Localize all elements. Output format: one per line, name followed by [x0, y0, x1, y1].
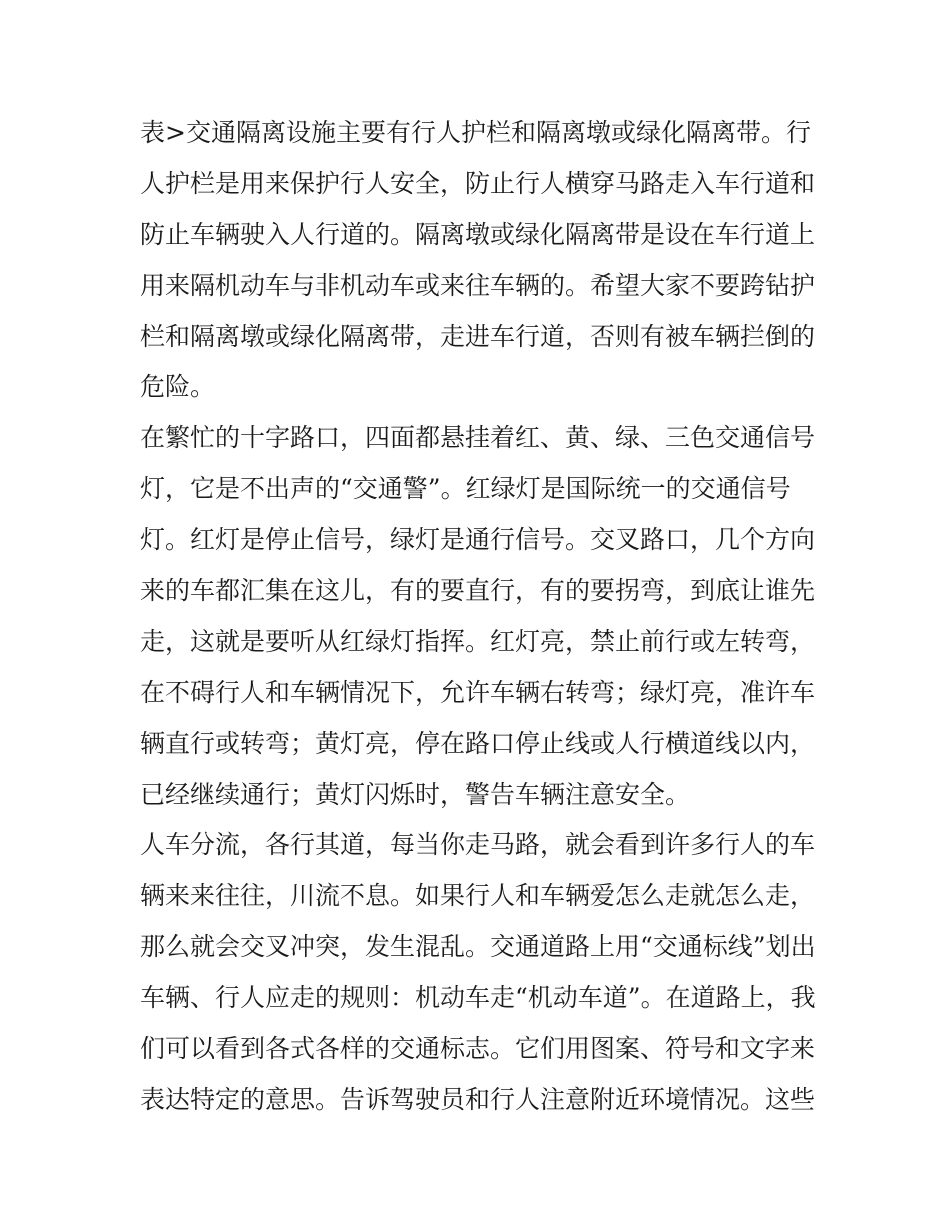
text-line: 危险。: [140, 372, 216, 402]
text-line: 辆直行或转弯；黄灯亮，停在路口停止线或人行横道线以内，: [140, 728, 816, 758]
text-line: 防止车辆驶入人行道的。隔离墩或绿化隔离带是设在车行道上: [140, 219, 816, 249]
text-line: 走，这就是要听从红绿灯指挥。红灯亮，禁止前行或左转弯，: [140, 626, 816, 656]
text-line: 灯。红灯是停止信号，绿灯是通行信号。交叉路口，几个方向: [140, 525, 816, 555]
text-line: 灯，它是不出声的“交通警”。红绿灯是国际统一的交通信号: [140, 474, 791, 504]
text-line: 已经继续通行；黄灯闪烁时，警告车辆注意安全。: [140, 779, 691, 809]
text-line: 那么就会交叉冲突，发生混乱。交通道路上用“交通标线”划出: [140, 932, 816, 962]
text-line: 们可以看到各式各样的交通标志。它们用图案、符号和文字来: [140, 1034, 816, 1064]
body-text: [140, 108, 820, 1126]
text-line: 表>交通隔离设施主要有行人护栏和隔离墩或绿化隔离带。行: [140, 118, 811, 147]
text-line: 栏和隔离墩或绿化隔离带，走进车行道，否则有被车辆拦倒的: [140, 321, 816, 351]
text-line: 来的车都汇集在这儿，有的要直行，有的要拐弯，到底让谁先: [140, 576, 816, 606]
text-line: 在繁忙的十字路口，四面都悬挂着红、黄、绿、三色交通信号: [140, 423, 816, 453]
text-line: 用来隔机动车与非机动车或来往车辆的。希望大家不要跨钻护: [140, 270, 816, 300]
text-line: 人护栏是用来保护行人安全，防止行人横穿马路走入车行道和: [140, 168, 816, 198]
text-line: 辆来来往往，川流不息。如果行人和车辆爱怎么走就怎么走，: [140, 881, 816, 911]
text-line: 表达特定的意思。告诉驾驶员和行人注意附近环境情况。这些: [140, 1084, 816, 1114]
text-line: 车辆、行人应走的规则：机动车走“机动车道”。在道路上，我: [140, 983, 816, 1013]
text-line: 人车分流，各行其道，每当你走马路，就会看到许多行人的车: [140, 830, 816, 860]
text-line: 在不碍行人和车辆情况下，允许车辆右转弯；绿灯亮，准许车: [140, 677, 816, 707]
